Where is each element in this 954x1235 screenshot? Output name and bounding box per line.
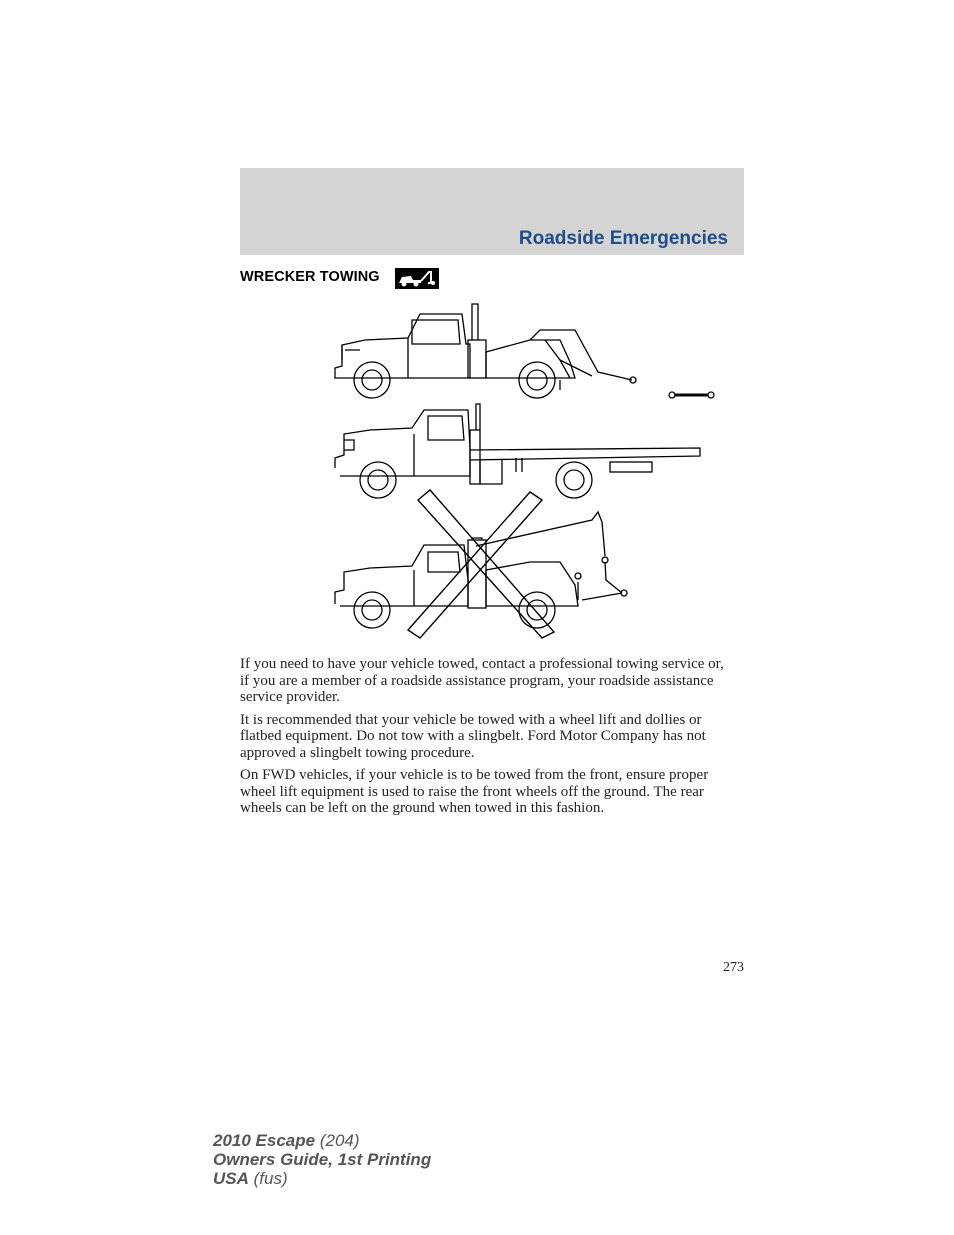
- flatbed-tow-truck: [335, 404, 700, 498]
- paragraph-towing-equipment: It is recommended that your vehicle be towed with a wheel lift and dollies or flatbed equipment. Do not tow with a slingbelt. Ford Motor Company has not approved a slingbelt towing procedure.: [240, 711, 706, 761]
- page-number: 273: [723, 960, 744, 975]
- prohibited-cross-icon: [408, 490, 554, 638]
- paragraph-towing-contact: If you need to have your vehicle towed, contact a professional towing service or, if you are a member of a roadside assistance program, your roadside assistance service provider.: [240, 656, 724, 705]
- section-header-band: [240, 168, 744, 255]
- footer-line-model: 2010 Escape (204): [213, 1131, 360, 1150]
- wrecker-towing-heading: WRECKER TOWING: [240, 269, 380, 285]
- document-footer: [213, 1131, 431, 1188]
- footer-line-market: USA (fus): [213, 1169, 288, 1188]
- wheel-dolly-bar: [669, 392, 714, 398]
- footer-line-printing: Owners Guide, 1st Printing: [213, 1150, 432, 1169]
- towing-methods-illustration: [330, 300, 730, 645]
- wheel-lift-tow-truck: [335, 304, 636, 398]
- tow-truck-icon: [395, 268, 439, 289]
- section-title: Roadside Emergencies: [518, 228, 728, 249]
- body-text: [240, 656, 732, 823]
- paragraph-fwd-towing: On FWD vehicles, if your vehicle is to be towed from the front, ensure proper wheel lift equipment is used to raise the front wheels off the ground. The rear wheels can be left on the ground when towed in this fashion.: [240, 767, 709, 816]
